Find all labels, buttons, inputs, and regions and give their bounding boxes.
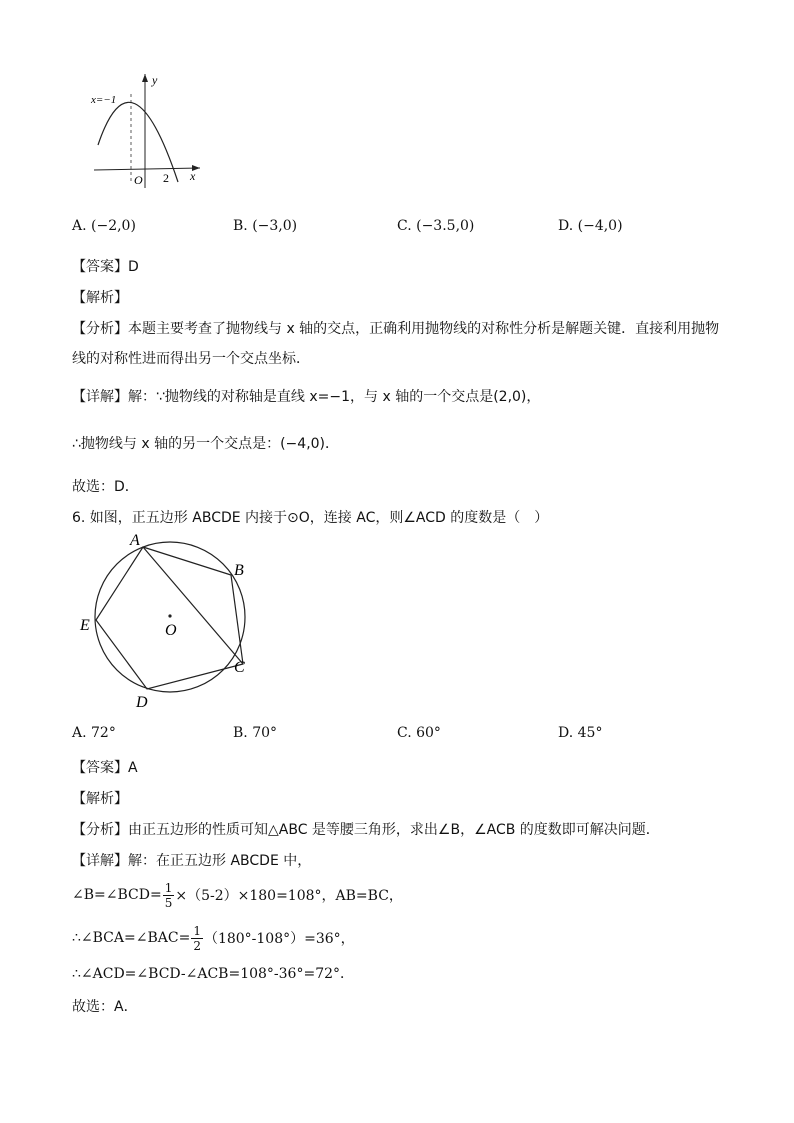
q5-answer: 【答案】D bbox=[72, 259, 139, 275]
axis-line-label: x=−1 bbox=[91, 94, 117, 106]
tick-label-2: 2 bbox=[163, 171, 169, 185]
q6-option-d: D. 45° bbox=[558, 725, 603, 741]
q6-option-b: B. 70° bbox=[233, 725, 278, 741]
frac-denominator: 2 bbox=[193, 938, 201, 953]
fraction-one-half bbox=[191, 925, 203, 952]
q5-fenxi-line1: 【分析】本题主要考查了抛物线与 x 轴的交点，正确利用抛物线的对称性分析是解题关键．直接利用抛物 bbox=[72, 321, 720, 337]
q5-option-a: A. (−2,0) bbox=[72, 218, 136, 234]
q5-option-b: B. (−3,0) bbox=[233, 218, 298, 234]
pentagon-circle-figure bbox=[74, 528, 264, 714]
parabola-graph bbox=[88, 70, 208, 190]
x-axis-label: x bbox=[190, 169, 196, 183]
frac-denominator: 5 bbox=[164, 895, 173, 910]
label-o: O bbox=[165, 622, 177, 639]
q6-fenxi: 【分析】由正五边形的性质可知△ABC 是等腰三角形，求出∠B，∠ACB 的度数即可解决问题． bbox=[72, 822, 660, 838]
q6-detail: 【详解】解：在正五边形 ABCDE 中， bbox=[72, 853, 312, 869]
q5-detail: 【详解】解：∵抛物线的对称轴是直线 x=−1，与 x 轴的一个交点是(2,0)， bbox=[72, 389, 541, 405]
q6-step-2 bbox=[72, 921, 355, 955]
q6-step-1 bbox=[72, 878, 403, 912]
fraction-one-fifth bbox=[163, 882, 175, 909]
y-axis-arrow bbox=[142, 74, 148, 82]
pentagon-abcde bbox=[96, 547, 243, 689]
q6-step1-post: ×（5-2）×180=108°，AB=BC， bbox=[175, 888, 403, 904]
label-d: D bbox=[136, 694, 148, 711]
q5-analysis-tag: 【解析】 bbox=[72, 290, 128, 306]
q6-analysis-tag: 【解析】 bbox=[72, 791, 128, 807]
q5-option-c: C. (−3.5,0) bbox=[397, 218, 475, 234]
y-axis-label: y bbox=[152, 73, 158, 87]
label-b: B bbox=[234, 562, 244, 579]
q5-conclusion: ∴抛物线与 x 轴的另一个交点是：(−4,0)． bbox=[72, 436, 340, 452]
center-dot bbox=[168, 614, 171, 617]
label-c: C bbox=[234, 659, 245, 676]
q6-answer: 【答案】A bbox=[72, 760, 138, 776]
q6-option-a: A. 72° bbox=[72, 725, 116, 741]
x-axis bbox=[94, 168, 200, 170]
label-a: A bbox=[130, 532, 140, 549]
q6-step1-pre: ∠B=∠BCD= bbox=[72, 887, 162, 903]
q5-choose: 故选：D． bbox=[72, 479, 139, 495]
q6-option-c: C. 60° bbox=[397, 725, 441, 741]
segment-ac bbox=[143, 547, 243, 664]
q6-choose: 故选：A． bbox=[72, 999, 138, 1015]
q5-option-d: D. (−4,0) bbox=[558, 218, 623, 234]
frac-numerator: 1 bbox=[193, 923, 201, 938]
label-e: E bbox=[80, 617, 90, 634]
q6-step2-pre: ∴∠BCA=∠BAC= bbox=[72, 930, 191, 946]
q5-fenxi-line2: 线的对称性进而得出另一个交点坐标． bbox=[72, 351, 310, 367]
frac-numerator: 1 bbox=[164, 880, 173, 895]
q6-step2-post: （180°-108°）=36°， bbox=[203, 931, 355, 947]
origin-label: O bbox=[134, 173, 143, 187]
q6-stem: 6. 如图，正五边形 ABCDE 内接于⊙O，连接 AC，则∠ACD 的度数是（ ） bbox=[72, 510, 549, 526]
q6-step-3: ∴∠ACD=∠BCD-∠ACB=108°-36°=72°． bbox=[72, 966, 355, 982]
